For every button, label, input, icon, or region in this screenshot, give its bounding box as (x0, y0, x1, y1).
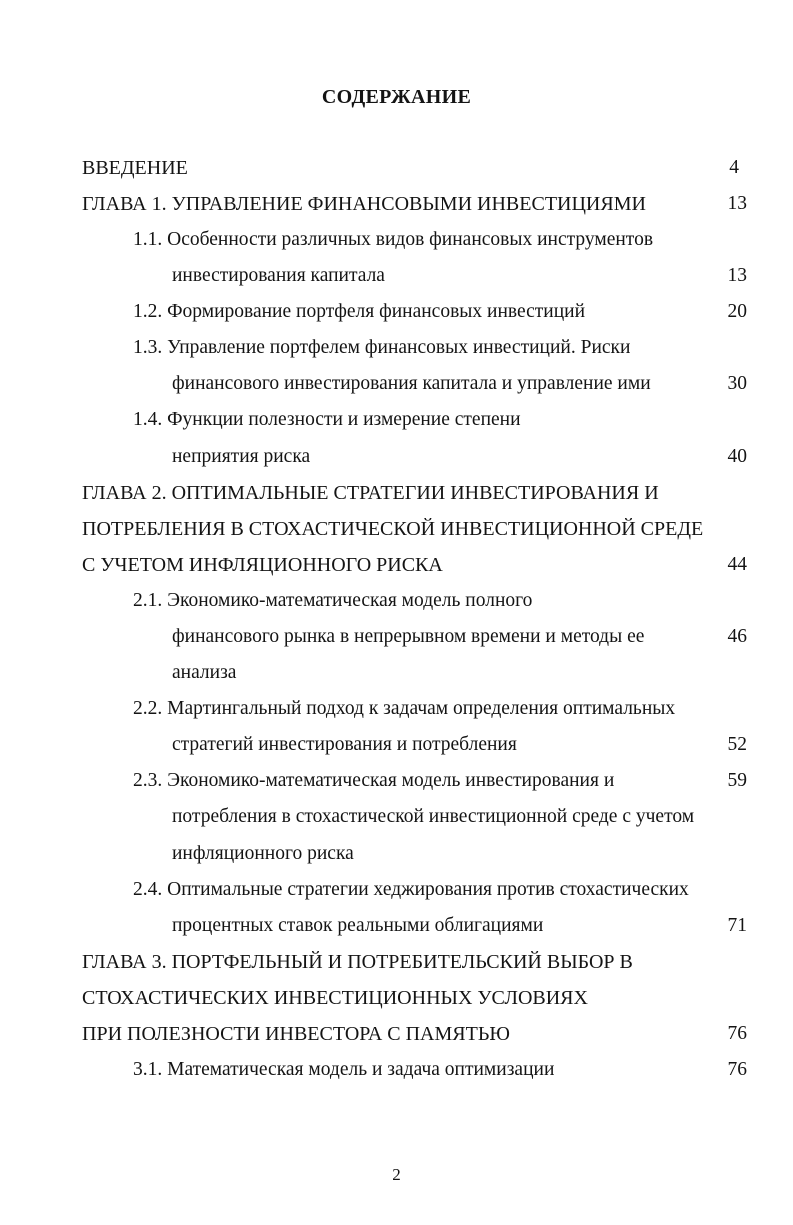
toc-entry-section-2-1-cont: финансового рынка в непрерывном времени и методы ее (172, 626, 645, 647)
toc-entry-chapter-2: ГЛАВА 2. ОПТИМАЛЬНЫЕ СТРАТЕГИИ ИНВЕСТИРОВАНИЯ И (82, 482, 659, 504)
toc-entry-section-2-1: 2.1. Экономико-математическая модель полного (133, 590, 533, 611)
toc-entry-section-1-1-cont: инвестирования капитала (172, 265, 385, 286)
toc-page-number: 71 (727, 915, 747, 936)
toc-page-number: 13 (727, 193, 747, 214)
toc-page-number: 52 (727, 734, 747, 755)
toc-entry-section-1-3: 1.3. Управление портфелем финансовых инвестиций. Риски (133, 337, 631, 358)
toc-page-number: 76 (727, 1059, 747, 1080)
toc-entry-section-1-4: 1.4. Функции полезности и измерение степени (133, 409, 521, 430)
toc-entry-section-2-2-cont: стратегий инвестирования и потребления (172, 734, 517, 755)
toc-entry-chapter-2-cont: С УЧЕТОМ ИНФЛЯЦИОННОГО РИСКА (82, 554, 443, 576)
toc-entry-chapter-3-cont: ПРИ ПОЛЕЗНОСТИ ИНВЕСТОРА С ПАМЯТЬЮ (82, 1023, 510, 1045)
toc-entry-section-2-4: 2.4. Оптимальные стратегии хеджирования против стохастических (133, 879, 689, 900)
toc-page-number: 40 (727, 446, 747, 467)
toc-page-number: 20 (727, 301, 747, 322)
toc-entry-chapter-1: ГЛАВА 1. УПРАВЛЕНИЕ ФИНАНСОВЫМИ ИНВЕСТИЦИЯМИ (82, 193, 646, 215)
toc-entry-section-2-3-cont: инфляционного риска (172, 843, 354, 864)
toc-entry-section-2-3-cont: потребления в стохастической инвестиционной среде с учетом (172, 806, 695, 827)
toc-entry-chapter-3-cont: СТОХАСТИЧЕСКИХ ИНВЕСТИЦИОННЫХ УСЛОВИЯХ (82, 987, 588, 1009)
toc-entry-section-3-1: 3.1. Математическая модель и задача оптимизации (133, 1059, 555, 1080)
toc-entry-section-2-2: 2.2. Мартингальный подход к задачам определения оптимальных (133, 698, 676, 719)
toc-entry-section-1-2: 1.2. Формирование портфеля финансовых инвестиций (133, 301, 586, 322)
page-title: СОДЕРЖАНИЕ (321, 86, 472, 108)
toc-entry-section-1-4-cont: неприятия риска (172, 446, 311, 467)
toc-entry-section-1-3-cont: финансового инвестирования капитала и управление ими (172, 373, 651, 394)
toc-entry-chapter-3: ГЛАВА 3. ПОРТФЕЛЬНЫЙ И ПОТРЕБИТЕЛЬСКИЙ ВЫБОР В (82, 951, 633, 973)
toc-page-number: 46 (727, 626, 747, 647)
page-number-footer: 2 (392, 1165, 401, 1184)
toc-page-number: 13 (727, 265, 747, 286)
toc-page-number: 4 (729, 157, 739, 178)
toc-page-number: 76 (727, 1023, 747, 1044)
toc-page-number: 44 (727, 554, 747, 575)
toc-entry-chapter-2-cont: ПОТРЕБЛЕНИЯ В СТОХАСТИЧЕСКОЙ ИНВЕСТИЦИОННОЙ СРЕДЕ (82, 518, 704, 540)
toc-entry-section-2-1-cont: анализа (172, 662, 237, 683)
toc-entry-section-2-4-cont: процентных ставок реальными облигациями (172, 915, 544, 936)
toc-entry-section-2-3: 2.3. Экономико-математическая модель инвестирования и (133, 770, 615, 791)
toc-page-number: 59 (727, 770, 747, 791)
toc-page-number: 30 (727, 373, 747, 394)
toc-entry-section-1-1: 1.1. Особенности различных видов финансовых инструментов (133, 229, 654, 250)
toc-entry-introduction: ВВЕДЕНИЕ (82, 157, 188, 179)
